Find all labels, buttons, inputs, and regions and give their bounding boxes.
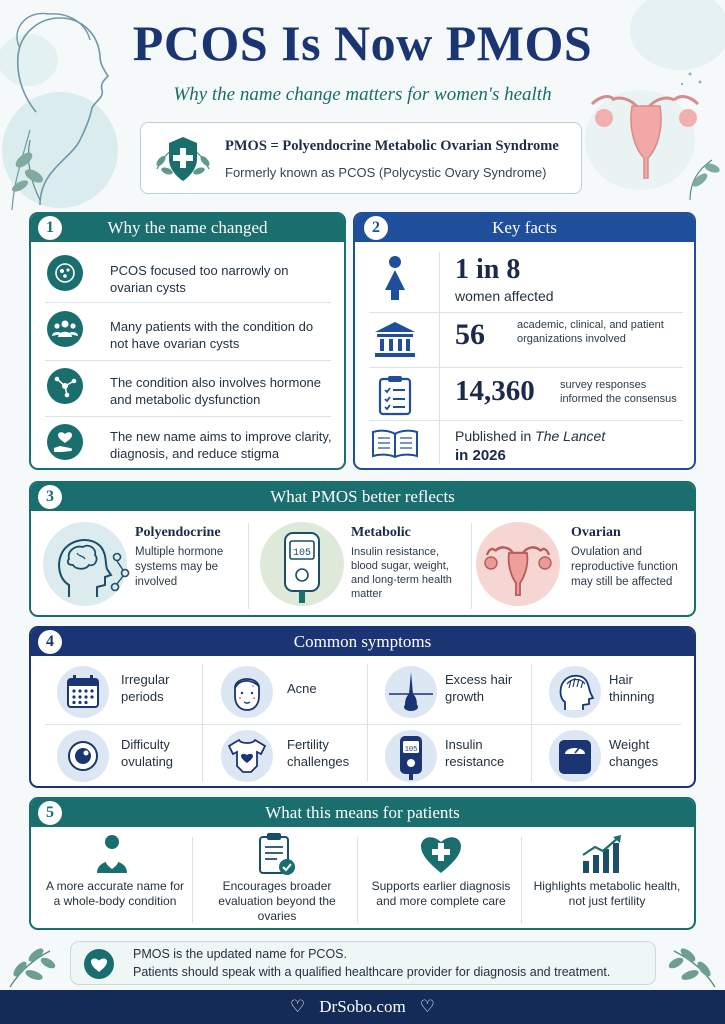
- clipboard-check-icon: [257, 831, 297, 877]
- feature-1-text: Multiple hormone systems may be involved: [135, 546, 224, 588]
- definition-formerly: Formerly known as PCOS (Polycystic Ovary Syndrome): [225, 165, 547, 180]
- fact-2-text: academic, clinical, and patient organizations involved: [517, 319, 664, 345]
- molecule-icon: [47, 368, 83, 404]
- section-5-number: 5: [38, 801, 62, 825]
- brain-head-icon: [41, 519, 131, 609]
- fact-2-number: 56: [455, 318, 485, 351]
- divider: [45, 360, 331, 361]
- glucose-meter-icon: [383, 728, 439, 784]
- section-3-number: 3: [38, 485, 62, 509]
- section-4-header: [31, 628, 694, 656]
- section-2-header: [355, 214, 694, 242]
- symptom-7-text: Insulin resistance: [445, 737, 505, 769]
- divider: [45, 724, 681, 725]
- section-what-pmos-reflects: [29, 481, 696, 617]
- fact-4-year: in 2026: [455, 447, 506, 464]
- section-3-header: [31, 483, 694, 511]
- section-2-number: 2: [364, 216, 388, 240]
- calendar-icon: [55, 664, 111, 720]
- divider: [369, 420, 683, 421]
- section-2-title: Key facts: [492, 218, 557, 237]
- section-1-header: [31, 214, 344, 242]
- hair-follicle-icon: [383, 664, 439, 720]
- heart-outline-icon: ♡: [419, 997, 435, 1016]
- benefit-2-text: Encourages broader evaluation beyond the ovaries: [218, 879, 336, 923]
- fact-4-text: [455, 428, 605, 445]
- baby-onesie-icon: [219, 728, 275, 784]
- section-4-number: 4: [38, 630, 62, 654]
- section-key-facts: [353, 212, 696, 470]
- divider: [357, 837, 358, 923]
- glucose-meter-icon: [257, 519, 347, 609]
- book-icon: [371, 428, 419, 458]
- section-3-title: What PMOS better reflects: [270, 487, 455, 506]
- symptom-1-text: Irregular periods: [121, 672, 170, 704]
- heart-outline-icon: ♡: [290, 997, 306, 1016]
- heart-hand-icon: [47, 424, 83, 460]
- divider: [45, 302, 331, 303]
- feature-2-title: Metabolic: [351, 525, 411, 540]
- page-title: PCOS Is Now PMOS: [132, 15, 593, 71]
- divider: [367, 664, 368, 782]
- reason-3-text: The condition also involves hormone and metabolic dysfunction: [110, 375, 322, 407]
- fact-3-text: survey responses informed the consensus: [560, 379, 677, 405]
- divider: [45, 416, 331, 417]
- people-group-icon: [47, 311, 83, 347]
- uterus-icon: [473, 519, 563, 609]
- heart-cross-icon: [419, 833, 463, 875]
- reason-4-text: The new name aims to improve clarity, diagnosis, and reduce stigma: [110, 429, 332, 461]
- footer: [0, 990, 725, 1024]
- symptom-6-text: Fertility challenges: [287, 737, 350, 769]
- section-1-title: Why the name changed: [107, 218, 268, 237]
- reason-2-text: Many patients with the condition do not have ovarian cysts: [110, 319, 314, 351]
- divider: [248, 523, 249, 609]
- section-patients: [29, 797, 696, 930]
- divider: [439, 252, 440, 464]
- feature-3-text: Ovulation and reproductive function may still be affected: [571, 546, 678, 588]
- section-common-symptoms: [29, 626, 696, 788]
- clipboard-icon: [377, 374, 413, 416]
- benefit-1-text: A more accurate name for a whole-body condition: [45, 879, 185, 908]
- symptom-5-text: Difficulty ovulating: [121, 737, 174, 769]
- symptom-2-text: Acne: [287, 681, 317, 696]
- meter-reading: 105: [404, 746, 418, 754]
- woman-icon: [377, 254, 413, 302]
- ovary-cysts-icon: [47, 255, 83, 291]
- section-why-name-changed: [29, 212, 346, 470]
- fact-4-journal: The Lancet: [535, 428, 606, 444]
- section-1-number: 1: [38, 216, 62, 240]
- bottom-note-line-1: PMOS is the updated name for PCOS.: [133, 947, 347, 961]
- scale-icon: [547, 728, 603, 784]
- divider: [369, 312, 683, 313]
- symptom-8-text: Weight changes: [609, 737, 659, 769]
- bottom-note-line-2: Patients should speak with a qualified healthcare provider for diagnosis and treatment.: [133, 965, 611, 979]
- person-heart-icon: [91, 833, 133, 875]
- section-5-title: What this means for patients: [265, 803, 460, 822]
- feature-2-text: Insulin resistance, blood sugar, weight, and long-term health matter: [351, 546, 452, 600]
- institution-icon: [373, 320, 417, 358]
- fact-1-number: 1 in 8: [455, 254, 521, 285]
- symptom-3-text: Excess hair growth: [445, 672, 513, 704]
- face-icon: [219, 664, 275, 720]
- feature-1-title: Polyendocrine: [135, 525, 221, 540]
- head-hair-icon: [547, 664, 603, 720]
- divider: [521, 837, 522, 923]
- footer-site-link[interactable]: DrSobo.com: [319, 997, 406, 1016]
- section-4-title: Common symptoms: [293, 632, 432, 651]
- feature-3-title: Ovarian: [571, 525, 621, 540]
- page-subtitle: Why the name change matters for women's health: [173, 84, 552, 105]
- heart-icon: [83, 948, 115, 980]
- fact-4-prefix: Published in: [455, 428, 536, 444]
- definition-title: PMOS = Polyendocrine Metabolic Ovarian Syndrome: [225, 138, 559, 154]
- definition-box: [140, 122, 582, 194]
- divider: [202, 664, 203, 782]
- benefit-4-text: Highlights metabolic health, not just fertility: [533, 879, 681, 908]
- bottom-note: [70, 941, 656, 985]
- divider: [531, 664, 532, 782]
- symptom-4-text: Hair thinning: [609, 672, 655, 704]
- section-5-header: [31, 799, 694, 827]
- benefit-3-text: Supports earlier diagnosis and more complete care: [371, 879, 511, 908]
- meter-reading: 105: [292, 548, 312, 559]
- shield-cross-icon: [151, 131, 215, 187]
- divider: [471, 523, 472, 609]
- chart-up-icon: [579, 833, 627, 875]
- reason-1-text: PCOS focused too narrowly on ovarian cysts: [110, 263, 289, 295]
- fact-1-text: women affected: [455, 288, 554, 304]
- fact-3-number: 14,360: [455, 375, 535, 407]
- divider: [192, 837, 193, 923]
- egg-cell-icon: [55, 728, 111, 784]
- divider: [369, 367, 683, 368]
